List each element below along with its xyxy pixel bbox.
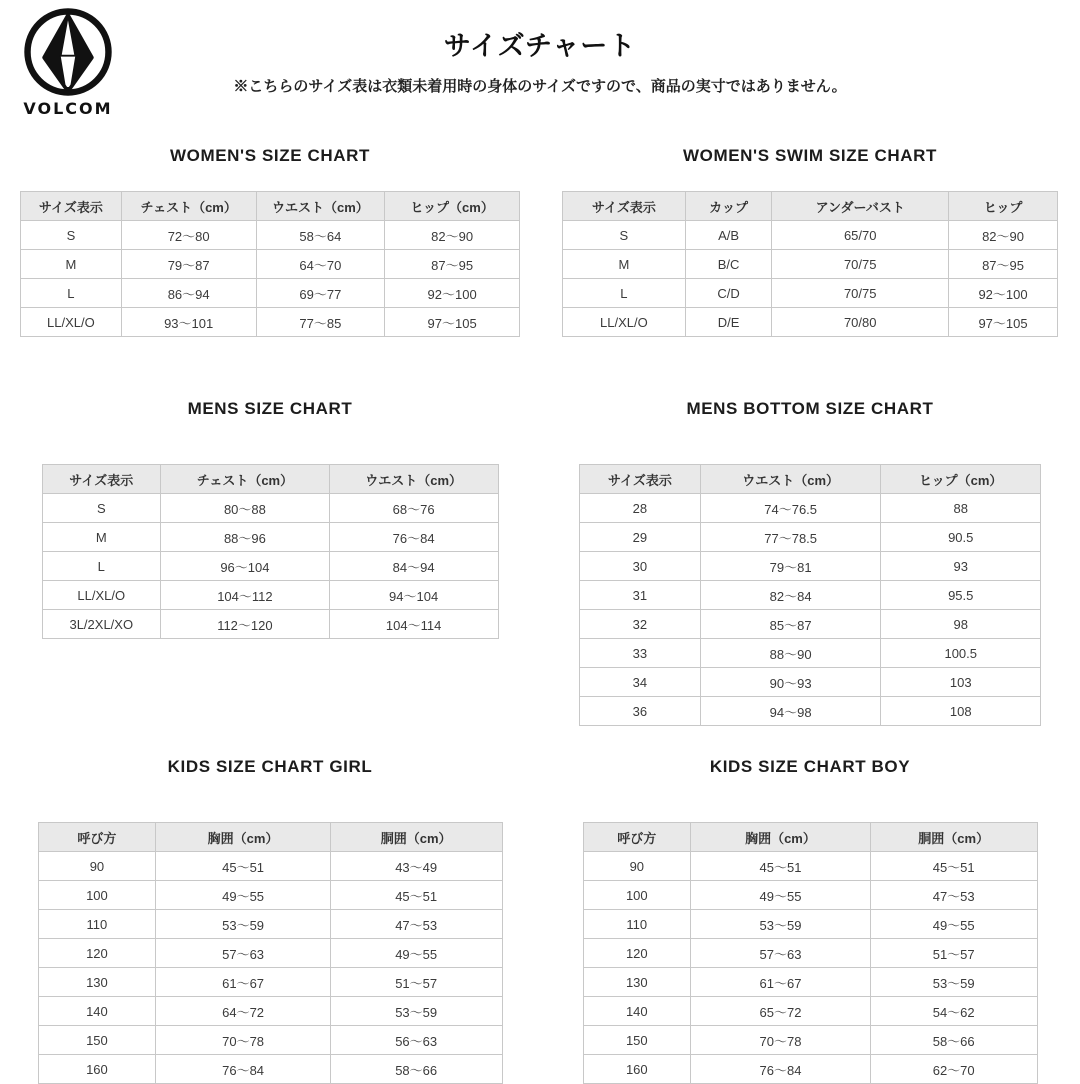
table-cell: 93〜101 [121,308,256,337]
column-header: 呼び方 [583,823,691,852]
womens-size-table [20,191,520,337]
table-cell: 45〜51 [156,852,330,881]
column-header: ヒップ [949,192,1058,221]
table-cell: 120 [583,939,691,968]
table-cell: 90 [583,852,691,881]
table-cell: 100 [583,881,691,910]
charts-area [0,146,1080,1084]
table-cell: 90.5 [881,523,1041,552]
table-row [583,1026,1037,1055]
table-cell: 110 [583,910,691,939]
kids-boy-size-table [583,822,1038,1084]
table-cell: M [21,250,122,279]
table-cell: 130 [38,968,156,997]
table-cell: 54〜62 [870,997,1037,1026]
table-cell: 53〜59 [691,910,871,939]
header-row [563,192,1058,221]
column-header: 胸囲（cm） [156,823,330,852]
column-header: ヒップ（cm） [881,465,1041,494]
chart-row-kids [0,757,1080,1084]
table-cell: 45〜51 [330,881,502,910]
table-row [580,494,1041,523]
mens-size-table [42,464,499,639]
table-cell: 96〜104 [161,552,330,581]
table-row [21,250,520,279]
table-row [583,881,1037,910]
page-header [0,0,1080,118]
table-cell: 94〜98 [700,697,881,726]
column-header: 呼び方 [38,823,156,852]
table-cell: 100 [38,881,156,910]
table-row [563,250,1058,279]
volcom-stone-icon [22,6,114,98]
volcom-logo [16,6,120,118]
table-cell: 64〜70 [256,250,385,279]
table-cell: 79〜87 [121,250,256,279]
header-row [21,192,520,221]
column-header: サイズ表示 [563,192,686,221]
table-cell: 32 [580,610,701,639]
table-cell: LL/XL/O [563,308,686,337]
table-cell: 29 [580,523,701,552]
table-row [580,639,1041,668]
table-row [580,668,1041,697]
table-cell: 61〜67 [156,968,330,997]
section-womens-swim-size-chart [540,146,1080,337]
section-title: KIDS SIZE CHART GIRL [167,757,373,776]
table-cell: 70/75 [772,279,949,308]
table-cell: 51〜57 [870,939,1037,968]
table-cell: 61〜67 [691,968,871,997]
table-cell: 30 [580,552,701,581]
table-cell: 110 [38,910,156,939]
table-row [583,1055,1037,1084]
table-cell: 57〜63 [691,939,871,968]
table-cell: 100.5 [881,639,1041,668]
table-row [38,881,502,910]
table-cell: 70/75 [772,250,949,279]
table-cell: 58〜66 [870,1026,1037,1055]
table-row [21,221,520,250]
table-cell: S [42,494,161,523]
table-cell: L [563,279,686,308]
column-header: ウエスト（cm） [256,192,385,221]
table-cell: 97〜105 [385,308,520,337]
table-cell: 77〜85 [256,308,385,337]
table-cell: 70/80 [772,308,949,337]
table-cell: 150 [583,1026,691,1055]
table-cell: 49〜55 [691,881,871,910]
section-kids-size-chart-boy [540,757,1080,1084]
table-cell: 103 [881,668,1041,697]
table-cell: 51〜57 [330,968,502,997]
table-cell: 34 [580,668,701,697]
table-cell: 108 [881,697,1041,726]
column-header: ウエスト（cm） [329,465,498,494]
table-cell: 84〜94 [329,552,498,581]
table-cell: 58〜66 [330,1055,502,1084]
section-title: WOMEN'S SIZE CHART [170,146,370,165]
table-row [38,1055,502,1084]
table-cell: 140 [583,997,691,1026]
table-row [580,523,1041,552]
column-header: アンダーバスト [772,192,949,221]
header-row [38,823,502,852]
table-row [42,523,498,552]
table-cell: 92〜100 [385,279,520,308]
table-row [563,221,1058,250]
table-cell: C/D [685,279,772,308]
table-row [580,697,1041,726]
header-row [42,465,498,494]
table-cell: 130 [583,968,691,997]
table-cell: 53〜59 [330,997,502,1026]
column-header: ヒップ（cm） [385,192,520,221]
table-cell: 28 [580,494,701,523]
page-note: ※こちらのサイズ表は衣類未着用時の身体のサイズですので、商品の実寸ではありません。 [233,78,847,95]
table-row [583,968,1037,997]
table-cell: 70〜78 [691,1026,871,1055]
table-cell: 31 [580,581,701,610]
table-row [563,308,1058,337]
table-cell: S [563,221,686,250]
table-row [38,1026,502,1055]
table-cell: 140 [38,997,156,1026]
section-mens-bottom-size-chart [540,399,1080,726]
table-row [42,610,498,639]
table-cell: D/E [685,308,772,337]
column-header: 胴囲（cm） [330,823,502,852]
table-cell: 53〜59 [870,968,1037,997]
table-cell: 92〜100 [949,279,1058,308]
table-cell: 49〜55 [156,881,330,910]
table-cell: 80〜88 [161,494,330,523]
table-cell: 112〜120 [161,610,330,639]
table-cell: 36 [580,697,701,726]
table-row [21,308,520,337]
section-mens-size-chart [0,399,540,639]
table-cell: 87〜95 [385,250,520,279]
column-header: サイズ表示 [580,465,701,494]
table-cell: 160 [38,1055,156,1084]
table-row [580,581,1041,610]
table-cell: 65/70 [772,221,949,250]
table-row [563,279,1058,308]
section-title: WOMEN'S SWIM SIZE CHART [683,146,937,165]
chart-row-women [0,146,1080,337]
table-cell: 58〜64 [256,221,385,250]
table-cell: 45〜51 [691,852,871,881]
table-cell: 82〜90 [949,221,1058,250]
table-row [583,939,1037,968]
column-header: 胴囲（cm） [870,823,1037,852]
table-row [42,494,498,523]
table-cell: 72〜80 [121,221,256,250]
table-cell: L [21,279,122,308]
column-header: チェスト（cm） [161,465,330,494]
table-cell: 64〜72 [156,997,330,1026]
table-cell: 3L/2XL/XO [42,610,161,639]
table-cell: 88 [881,494,1041,523]
table-row [38,997,502,1026]
table-cell: 79〜81 [700,552,881,581]
table-cell: M [563,250,686,279]
table-row [42,581,498,610]
table-row [583,997,1037,1026]
table-row [38,910,502,939]
table-cell: 104〜112 [161,581,330,610]
table-cell: 104〜114 [329,610,498,639]
section-title: KIDS SIZE CHART BOY [709,757,911,776]
table-cell: 56〜63 [330,1026,502,1055]
table-cell: 87〜95 [949,250,1058,279]
column-header: サイズ表示 [42,465,161,494]
table-cell: 69〜77 [256,279,385,308]
column-header: ウエスト（cm） [700,465,881,494]
table-cell: 45〜51 [870,852,1037,881]
table-cell: 47〜53 [330,910,502,939]
table-cell: 120 [38,939,156,968]
table-cell: 76〜84 [691,1055,871,1084]
table-cell: A/B [685,221,772,250]
brand-name: VOLCOM [23,99,113,118]
table-cell: 82〜84 [700,581,881,610]
section-womens-size-chart [0,146,540,337]
table-cell: M [42,523,161,552]
table-cell: 90 [38,852,156,881]
header-row [583,823,1037,852]
table-cell: 70〜78 [156,1026,330,1055]
table-cell: 65〜72 [691,997,871,1026]
table-cell: S [21,221,122,250]
page-title: サイズチャート [443,31,637,61]
table-cell: 95.5 [881,581,1041,610]
table-cell: 49〜55 [870,910,1037,939]
table-row [38,968,502,997]
table-cell: 76〜84 [156,1055,330,1084]
table-cell: L [42,552,161,581]
table-cell: 90〜93 [700,668,881,697]
table-cell: LL/XL/O [42,581,161,610]
womens-swim-size-table [562,191,1058,337]
table-cell: 88〜96 [161,523,330,552]
column-header: チェスト（cm） [121,192,256,221]
table-cell: 160 [583,1055,691,1084]
table-row [38,852,502,881]
table-cell: 77〜78.5 [700,523,881,552]
table-cell: 76〜84 [329,523,498,552]
column-header: 胸囲（cm） [691,823,871,852]
table-cell: 97〜105 [949,308,1058,337]
table-cell: 82〜90 [385,221,520,250]
table-cell: 62〜70 [870,1055,1037,1084]
kids-girl-size-table [38,822,503,1084]
section-title: MENS BOTTOM SIZE CHART [686,399,934,418]
table-cell: 53〜59 [156,910,330,939]
table-cell: 47〜53 [870,881,1037,910]
table-cell: B/C [685,250,772,279]
table-cell: 43〜49 [330,852,502,881]
table-cell: 57〜63 [156,939,330,968]
chart-row-men [0,399,1080,726]
table-cell: LL/XL/O [21,308,122,337]
table-cell: 33 [580,639,701,668]
table-cell: 74〜76.5 [700,494,881,523]
table-row [583,910,1037,939]
table-cell: 94〜104 [329,581,498,610]
table-cell: 88〜90 [700,639,881,668]
table-cell: 49〜55 [330,939,502,968]
table-row [42,552,498,581]
mens-bottom-size-table [579,464,1041,726]
column-header: サイズ表示 [21,192,122,221]
table-row [580,610,1041,639]
table-cell: 150 [38,1026,156,1055]
table-cell: 85〜87 [700,610,881,639]
table-row [580,552,1041,581]
header-row [580,465,1041,494]
column-header: カップ [685,192,772,221]
table-cell: 93 [881,552,1041,581]
table-row [583,852,1037,881]
table-cell: 86〜94 [121,279,256,308]
section-title: MENS SIZE CHART [187,399,353,418]
table-cell: 98 [881,610,1041,639]
section-kids-size-chart-girl [0,757,540,1084]
table-row [21,279,520,308]
table-cell: 68〜76 [329,494,498,523]
table-row [38,939,502,968]
